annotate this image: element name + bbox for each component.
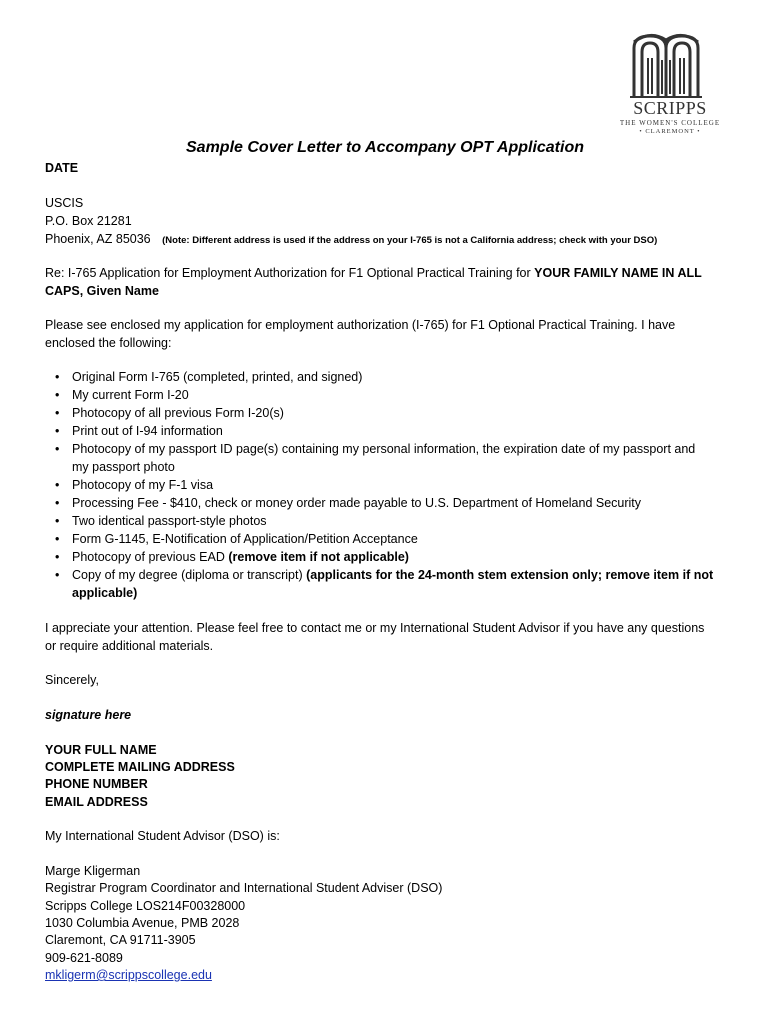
list-item-text: My current Form I-20: [72, 388, 189, 402]
list-item-text: my passport photo: [72, 460, 175, 474]
list-item-text: Print out of I-94 information: [72, 424, 223, 438]
re-line: [45, 264, 702, 282]
list-item-text: Two identical passport-style photos: [72, 514, 267, 528]
re-prefix: Re: I-765 Application for Employment Authorization for F1 Optional Practical Training for: [45, 266, 535, 280]
re-family-name: YOUR FAMILY NAME IN ALL: [534, 266, 702, 280]
scripps-building-icon: [612, 30, 728, 100]
list-item: [45, 512, 713, 530]
list-item: [45, 494, 713, 512]
bullet-icon: •: [55, 424, 60, 438]
intro-line-1: Please see enclosed my application for employment authorization (I-765) for F1 Optional Practical Training. I have: [45, 318, 676, 332]
address-note: (Note: Different address is used if the address on your I-765 is not a California address; check with your DSO): [162, 235, 658, 246]
sender-name: YOUR FULL NAME: [45, 743, 157, 757]
sender-address: COMPLETE MAILING ADDRESS: [45, 760, 235, 774]
closing-line-1: I appreciate your attention. Please feel free to contact me or my International Student Advisor if you have any questions: [45, 621, 705, 635]
dso-phone: 909-621-8089: [45, 951, 123, 965]
page-title: Sample Cover Letter to Accompany OPT Application: [186, 139, 584, 156]
logo-location: • CLAREMONT •: [639, 128, 701, 135]
list-item-note: (applicants for the 24-month stem extension only; remove item if not: [306, 568, 714, 582]
bullet-icon: •: [55, 442, 60, 456]
list-item: [45, 476, 713, 494]
enclosures-list: [45, 368, 713, 602]
address-line-3: [45, 230, 657, 250]
bullet-icon: •: [55, 388, 60, 402]
address-city: Phoenix, AZ 85036: [45, 232, 151, 246]
intro-line-2: enclosed the following:: [45, 336, 172, 350]
dso-email-link[interactable]: mkligerm@scrippscollege.edu: [45, 968, 212, 982]
list-item-note: (remove item if not applicable): [228, 550, 409, 564]
dso-city: Claremont, CA 91711-3905: [45, 933, 196, 947]
address-line-2: P.O. Box 21281: [45, 214, 132, 228]
list-item-text: Copy of my degree (diploma or transcript): [72, 568, 307, 582]
bullet-icon: •: [55, 550, 60, 564]
list-item: [45, 368, 713, 386]
dso-school: Scripps College LOS214F00328000: [45, 899, 246, 913]
sender-phone: PHONE NUMBER: [45, 777, 148, 791]
sender-email: EMAIL ADDRESS: [45, 795, 148, 809]
list-item-text: Photocopy of all previous Form I-20(s): [72, 406, 284, 420]
bullet-icon: •: [55, 478, 60, 492]
sincerely-text: Sincerely,: [45, 673, 99, 687]
logo-wordmark: SCRIPPS: [633, 98, 707, 118]
list-item-continuation: [45, 458, 713, 476]
list-item: [45, 566, 713, 584]
bullet-icon: •: [55, 568, 60, 582]
list-item-text: Original Form I-765 (completed, printed, and signed): [72, 370, 363, 384]
list-item-text: Photocopy of my F-1 visa: [72, 478, 214, 492]
list-item-text: Processing Fee - $410, check or money order made payable to U.S. Department of Homeland Security: [72, 496, 642, 510]
list-item: [45, 422, 713, 440]
address-line-1: USCIS: [45, 196, 84, 210]
date-placeholder: DATE: [45, 161, 79, 175]
bullet-icon: •: [55, 406, 60, 420]
list-item: [45, 404, 713, 422]
list-item-text: Form G-1145, E-Notification of Application/Petition Acceptance: [72, 532, 418, 546]
logo-tagline: THE WOMEN'S COLLEGE: [619, 119, 721, 127]
closing-line-2: or require additional materials.: [45, 639, 214, 653]
bullet-icon: •: [55, 370, 60, 384]
signature-placeholder: signature here: [45, 708, 132, 722]
bullet-icon: •: [55, 514, 60, 528]
list-item: [45, 386, 713, 404]
list-item-text: Photocopy of my passport ID page(s) containing my personal information, the expiration date of my passport and: [72, 442, 696, 456]
dso-street: 1030 Columbia Avenue, PMB 2028: [45, 916, 240, 930]
re-given-name: CAPS, Given Name: [45, 284, 159, 298]
dso-name: Marge Kligerman: [45, 864, 141, 878]
list-item-note: applicable): [72, 586, 138, 600]
list-item: [45, 530, 713, 548]
list-item-continuation: [45, 584, 713, 602]
dso-intro: My International Student Advisor (DSO) is:: [45, 829, 280, 843]
scripps-logo: [612, 30, 728, 142]
bullet-icon: •: [55, 496, 60, 510]
dso-title: Registrar Program Coordinator and International Student Adviser (DSO): [45, 881, 443, 895]
list-item: [45, 440, 713, 458]
bullet-icon: •: [55, 532, 60, 546]
list-item: [45, 548, 713, 566]
list-item-text: Photocopy of previous EAD: [72, 550, 229, 564]
